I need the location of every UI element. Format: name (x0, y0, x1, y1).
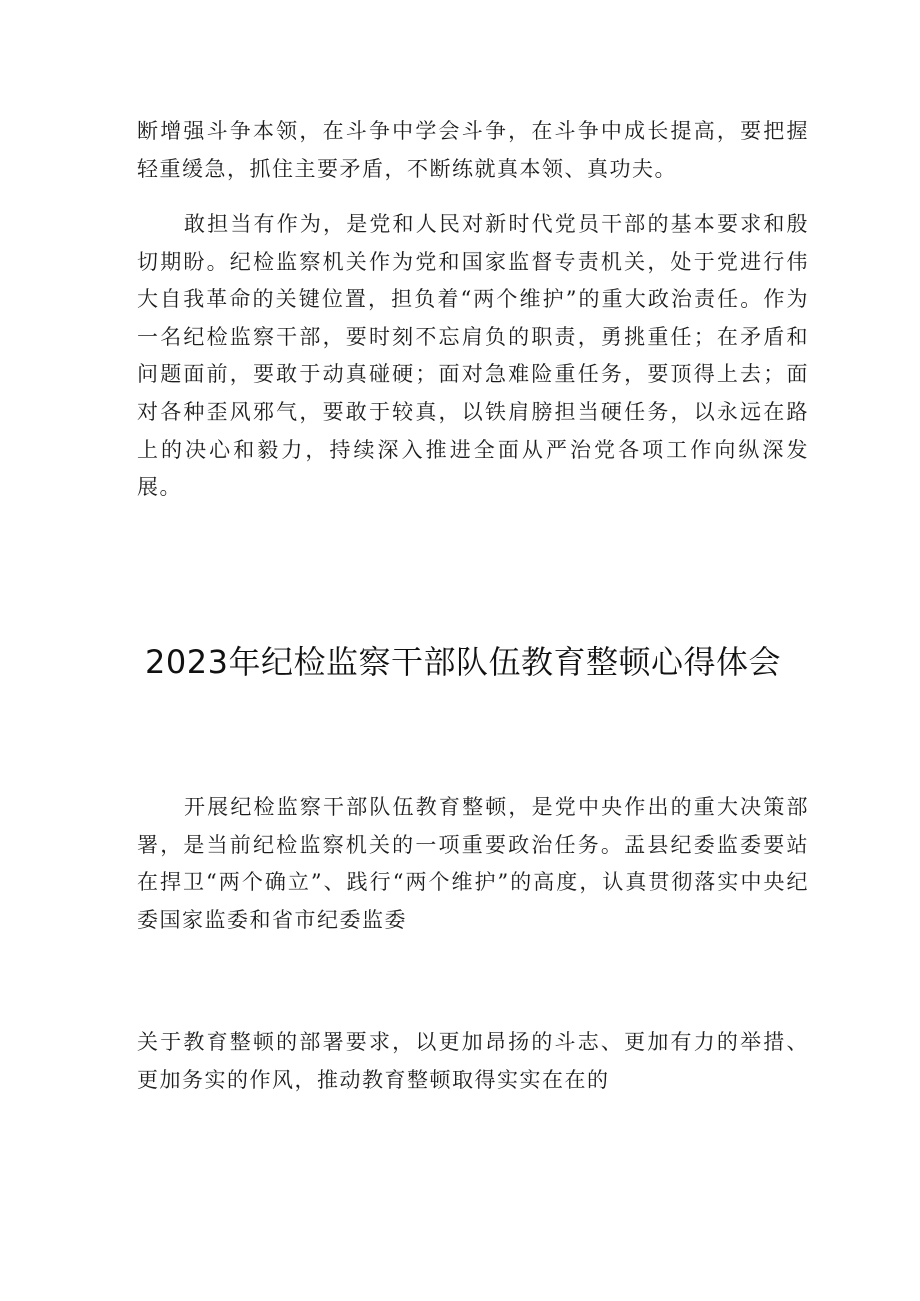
body-paragraph: 断增强斗争本领，在斗争中学会斗争，在斗争中成长提高，要把握轻重缓急，抓住主要矛盾，不断练就真本领、真功夫。 (137, 119, 809, 181)
body-paragraph: 开展纪检监察干部队伍教育整顿，是党中央作出的重大决策部署，是当前纪检监察机关的一项重要政治任务。盂县纪委监委要站在捍卫“两个确立”、践行“两个维护”的高度，认真贯彻落实中央纪委国家监委和省市纪委监委 (137, 795, 809, 932)
body-paragraph: 敢担当有作为，是党和人民对新时代党员干部的基本要求和殷切期盼。纪检监察机关作为党和国家监督专责机关，处于党进行伟大自我革命的关键位置，担负着“两个维护”的重大政治责任。作为一名纪检监察干部，要时刻不忘肩负的职责，勇挑重任；在矛盾和问题面前，要敢于动真碰硬；面对急难险重任务，要顶得上去；面对各种歪风邪气，要敢于较真，以铁肩膀担当硬任务，以永远在路上的决心和毅力，持续深入推进全面从严治党各项工作向纵深发展。 (137, 212, 809, 500)
body-paragraph: 关于教育整顿的部署要求，以更加昂扬的斗志、更加有力的举措、更加务实的作风，推动教育整顿取得实实在在的 (137, 1030, 809, 1092)
article-title: 2023年纪检监察干部队伍教育整顿心得体会 (145, 643, 781, 681)
